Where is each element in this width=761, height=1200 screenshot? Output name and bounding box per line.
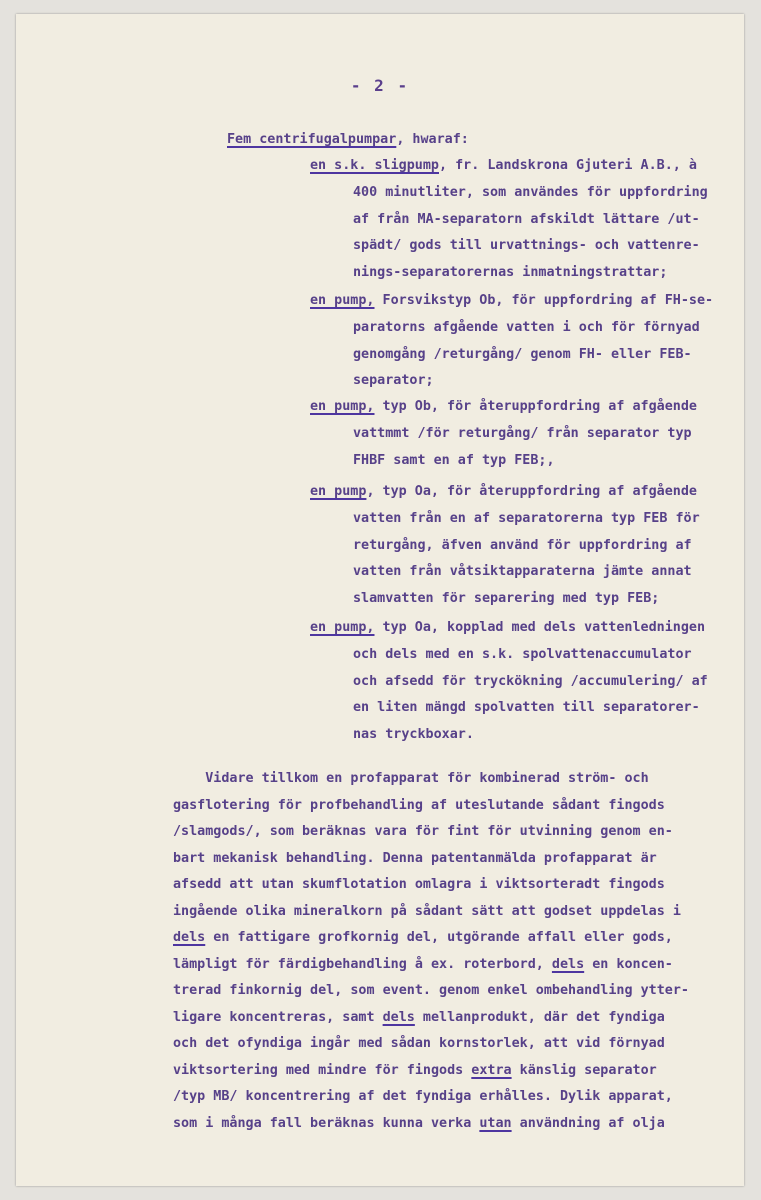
document-page: [16, 14, 744, 1186]
paragraph-line: [173, 1035, 665, 1053]
paragraph-text: Vidare tillkom en profapparat för kombinerad ström- och: [173, 771, 649, 786]
pump-text-line: af från MA-separatorn afskildt lättare /ut-: [353, 211, 700, 227]
pump-text-line: spädt/ gods till urvattnings- och vattenre-: [353, 238, 700, 254]
paragraph-text: gasflotering för profbehandling af uteslutande sådant fingods: [173, 797, 665, 813]
paragraph-line: [173, 1062, 657, 1080]
paragraph-emphasis: utan: [479, 1115, 512, 1131]
paragraph-line: [173, 903, 681, 921]
paragraph-line: [173, 1115, 665, 1133]
pump-text-line: vattmmt /för returgång/ från separator typ: [353, 425, 692, 441]
pump-entry-first-line: [310, 619, 705, 637]
paragraph-text: och det ofyndiga ingår med sådan kornstorlek, att vid förnyad: [173, 1036, 665, 1051]
pump-entry-first-line: [310, 157, 697, 175]
paragraph-text: /slamgods/, som beräknas vara för fint för utvinning genom en-: [173, 824, 673, 839]
paragraph-line: [173, 876, 665, 894]
pump-text-line: FHBF samt en af typ FEB;,: [353, 452, 555, 468]
pump-text-line: genomgång /returgång/ genom FH- eller FEB-: [353, 346, 692, 362]
pump-text-line: separator;: [353, 373, 434, 389]
pump-text: Forsvikstyp Ob, för uppfordring af FH-se-: [374, 293, 714, 308]
pump-label: en pump,: [310, 620, 375, 635]
heading-underlined: Fem centrifugalpumpar: [227, 132, 397, 147]
heading-rest: , hwaraf:: [396, 132, 469, 147]
paragraph-line: [173, 770, 649, 788]
pump-text-line: nas tryckboxar.: [353, 727, 474, 743]
paragraph-text: användning af olja: [511, 1115, 665, 1131]
pump-text-line: vatten från en af separatorerna typ FEB för: [353, 510, 700, 526]
paragraph-emphasis: dels: [382, 1009, 415, 1025]
pump-entry-first-line: [310, 483, 697, 501]
paragraph-emphasis: dels: [551, 956, 585, 972]
section-heading: [227, 131, 469, 149]
paragraph-line: [173, 823, 673, 841]
pump-text-line: paratorns afgående vatten i och för förnyad: [353, 319, 700, 335]
pump-label: en s.k. sligpump: [310, 158, 439, 173]
pump-text-line: slamvatten för separering med typ FEB;: [353, 591, 660, 607]
pump-text: typ Ob, för återuppfordring af afgående: [374, 399, 697, 414]
paragraph-text: /typ MB/ koncentrering af det fyndiga erhålles. Dylik apparat,: [173, 1089, 673, 1104]
pump-text: typ Oa, kopplad med dels vattenledningen: [374, 620, 706, 635]
paragraph-line: [173, 1009, 665, 1027]
pump-text-line: och afsedd för tryckökning /accumulering/ af: [353, 673, 708, 689]
paragraph-line: [173, 797, 665, 815]
paragraph-text: ligare koncentreras, samt: [173, 1009, 383, 1025]
pump-text-line: vatten från våtsiktapparaterna jämte annat: [353, 564, 692, 580]
paragraph-emphasis: extra: [471, 1062, 512, 1078]
paragraph-text: viktsortering med mindre för fingods: [173, 1062, 472, 1078]
pump-entry-first-line: [310, 292, 713, 310]
pump-text-line: returgång, äfven använd för uppfordring af: [353, 537, 692, 553]
pump-text: , typ Oa, för återuppfordring af afgående: [366, 484, 697, 499]
paragraph-text: ingående olika mineralkorn på sådant sätt att godset uppdelas i: [173, 903, 681, 919]
pump-label: en pump,: [310, 399, 375, 414]
paragraph-text: mellanprodukt, där det fyndiga: [414, 1009, 665, 1025]
paragraph-line: [173, 850, 657, 868]
pump-label: en pump,: [310, 293, 375, 308]
paragraph-line: [173, 982, 689, 1000]
paragraph-line: [173, 1088, 673, 1106]
pump-entry-first-line: [310, 398, 697, 416]
paragraph-text: trerad finkornig del, som event. genom enkel ombehandling ytter-: [173, 983, 689, 998]
paragraph-text: bart mekanisk behandling. Denna patentanmälda profapparat är: [173, 850, 657, 866]
paragraph-text: lämpligt för färdigbehandling å ex. roterbord,: [173, 956, 552, 972]
pump-text-line: 400 minutliter, som användes för uppfordring: [353, 184, 708, 200]
paragraph-text: afsedd att utan skumflotation omlagra i viktsorteradt fingods: [173, 877, 665, 892]
paragraph-text: en koncen-: [584, 956, 673, 972]
paragraph-line: [173, 929, 673, 947]
paragraph-emphasis: dels: [173, 930, 206, 945]
page-number: - 2 -: [350, 76, 410, 95]
pump-text-line: och dels med en s.k. spolvattenaccumulator: [353, 646, 692, 662]
pump-label: en pump: [310, 484, 367, 499]
paragraph-text: en fattigare grofkornig del, utgörande affall eller gods,: [205, 930, 673, 945]
pump-text-line: en liten mängd spolvatten till separatorer-: [353, 700, 700, 716]
paragraph-text: som i många fall beräknas kunna verka: [173, 1115, 480, 1131]
pump-text: , fr. Landskrona Gjuteri A.B., à: [439, 158, 697, 173]
paragraph-line: [173, 956, 673, 974]
paragraph-text: känslig separator: [511, 1062, 657, 1078]
pump-text-line: nings-separatorernas inmatningstrattar;: [353, 265, 668, 281]
